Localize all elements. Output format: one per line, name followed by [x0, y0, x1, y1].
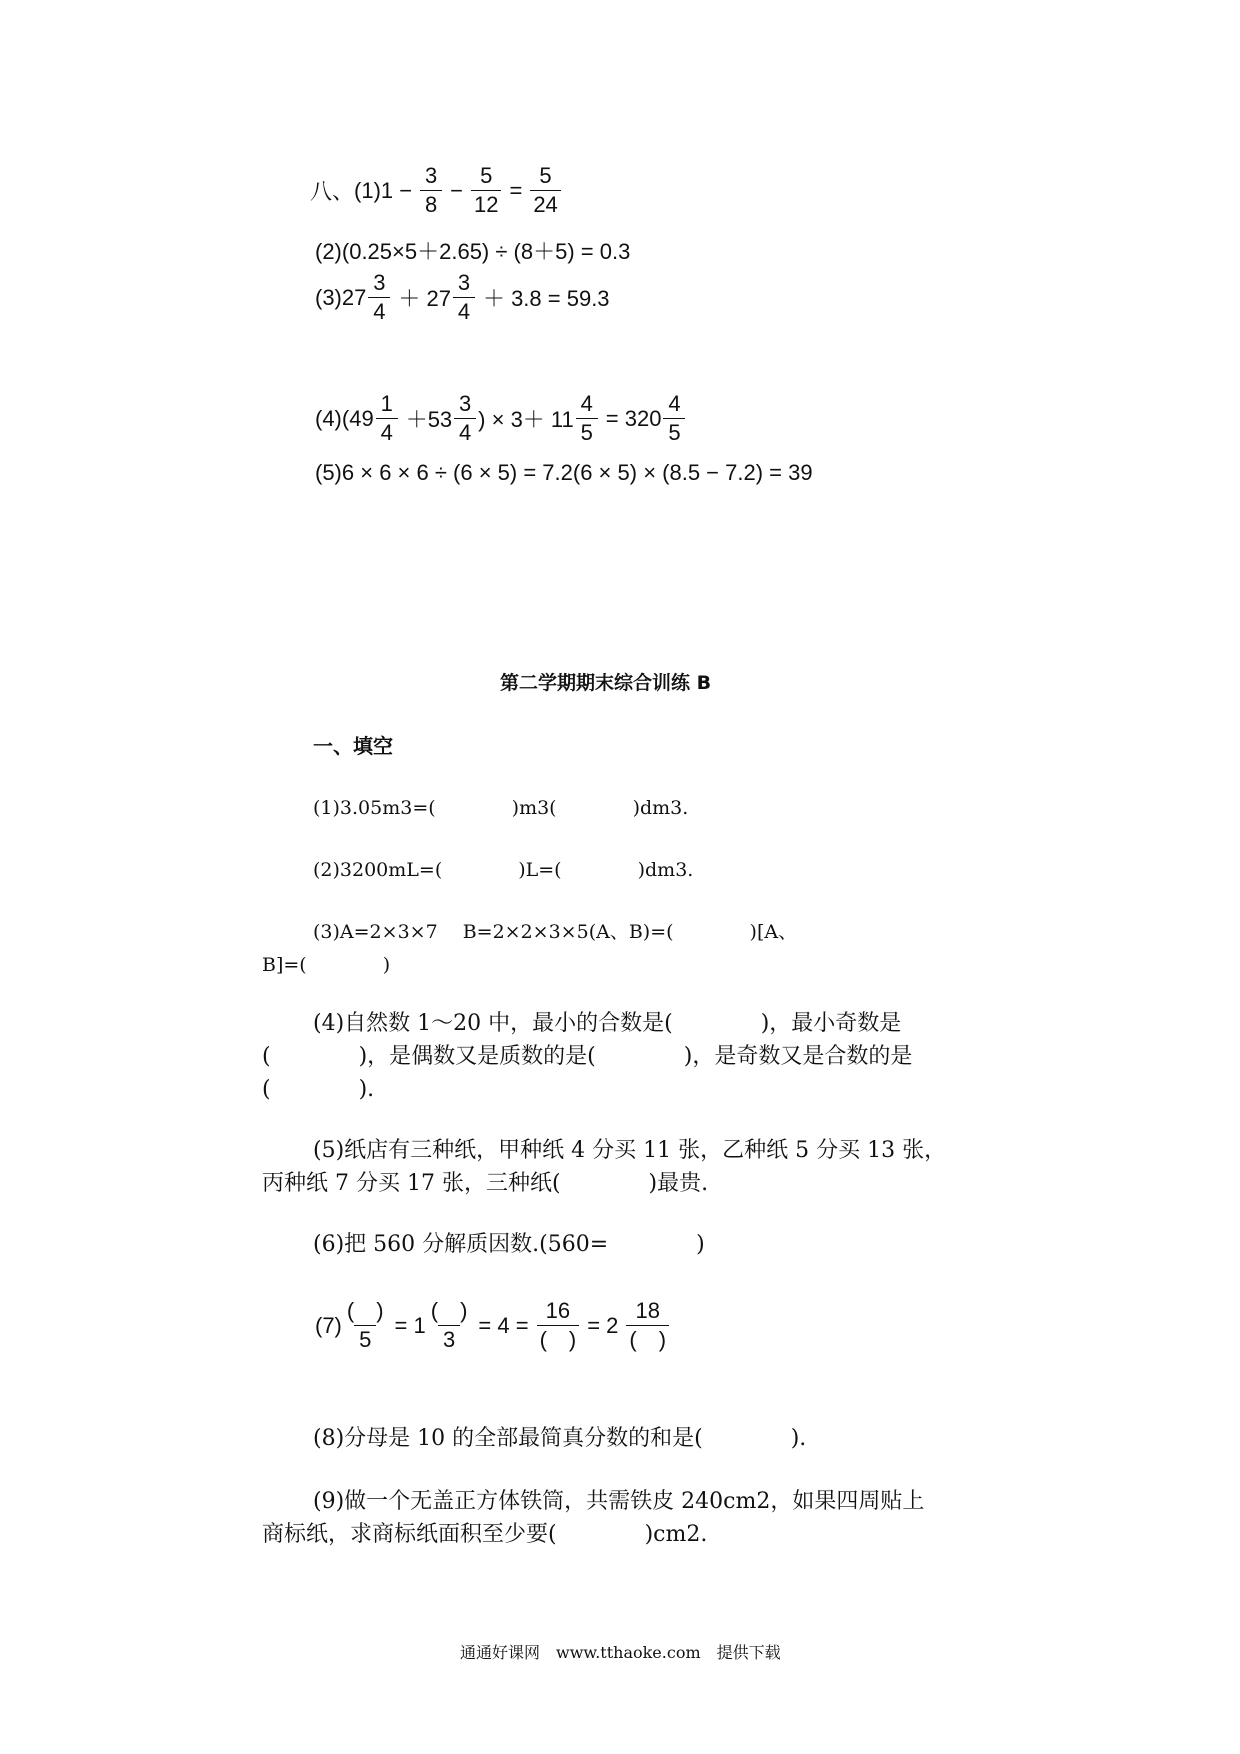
expr-text: = 1: [394, 1312, 426, 1338]
fill-item-4-line1: (4)自然数 1～20 中，最小的合数是( )，最小奇数是: [313, 1011, 902, 1036]
fill-item-4-line2: ( )，是偶数又是质数的是( )，是奇数又是合数的是: [262, 1044, 913, 1069]
fill-item-9-line1: (9)做一个无盖正方体铁筒，共需铁皮 240cm2，如果四周贴上: [313, 1489, 925, 1514]
fraction: $\frac{5}{24}$: [530, 165, 560, 216]
fraction: $\frac{3}{4}$: [453, 272, 475, 323]
fraction: $\frac{3}{8}$: [420, 165, 442, 216]
expr-text: ) × 3＋ 11: [478, 407, 574, 432]
expr-text: = 4 =: [478, 1312, 529, 1338]
fill-item-9-line2: 商标纸，求商标纸面积至少要( )cm2.: [262, 1522, 708, 1547]
fraction: $\frac{( )}{3}$: [430, 1298, 468, 1352]
expr-text: =: [509, 177, 523, 203]
footer-credit: 通通好课网 www.tthaoke.com 提供下载: [460, 1643, 781, 1662]
problem-8-5: (5)6 × 6 × 6 ÷ (6 × 5) = 7.2(6 × 5) × (8.5 − 7.2) = 39: [315, 460, 813, 485]
expr-text: (1)1 −: [354, 177, 413, 203]
fraction: $\frac{1}{4}$: [376, 393, 398, 444]
problem-8-2: (2)(0.25×5＋2.65) ÷ (8＋5) = 0.3: [315, 239, 631, 264]
fill-item-5-line1: (5)纸店有三种纸，甲种纸 4 分买 11 张，乙种纸 5 分买 13 张，: [313, 1138, 947, 1163]
section-heading: 一、填空: [313, 734, 393, 758]
expr-text: = 2: [587, 1312, 619, 1338]
fraction: $\frac{4}{5}$: [663, 393, 685, 444]
expr-text: ＋53: [405, 407, 453, 432]
expr-text: = 320: [605, 405, 662, 431]
problem-8-3: [315, 272, 610, 323]
fill-item-3-line1: (3)A=2×3×7 B=2×2×3×5(A、B)=( )[A、: [313, 921, 798, 943]
fraction: $\frac{5}{12}$: [471, 165, 501, 216]
fill-item-7: [315, 1300, 671, 1351]
fraction: $\frac{3}{4}$: [368, 272, 390, 323]
fill-item-8: (8)分母是 10 的全部最简真分数的和是( ).: [313, 1426, 807, 1451]
expr-text: (7): [315, 1312, 342, 1338]
fraction: $\frac{( )}{5}$: [346, 1298, 384, 1352]
section-label: 八、: [310, 180, 355, 205]
fill-item-4-line3: ( ).: [262, 1077, 375, 1102]
fraction: $\frac{3}{4}$: [454, 393, 476, 444]
expr-text: −: [450, 177, 463, 203]
expr-text: (4)(49: [315, 405, 374, 431]
fraction: $\frac{18}{( )}$: [626, 1300, 669, 1351]
fill-item-6: (6)把 560 分解质因数.(560= ): [313, 1232, 705, 1257]
fill-item-5-line2: 丙种纸 7 分买 17 张，三种纸( )最贵.: [262, 1171, 709, 1196]
expr-text: ＋ 3.8 = 59.3: [482, 286, 610, 311]
fill-item-3-line2: B]=( ): [262, 954, 391, 976]
fill-item-1: (1)3.05m3=( )m3( )dm3.: [313, 797, 689, 819]
fraction: $\frac{4}{5}$: [576, 393, 598, 444]
expr-text: (3)27: [315, 284, 367, 310]
problem-8-1: [310, 165, 563, 216]
expr-text: ＋ 27: [398, 286, 451, 311]
problem-8-4: [315, 393, 687, 444]
page-title: 第二学期期末综合训练 B: [500, 672, 712, 694]
fraction: $\frac{16}{( )}$: [537, 1300, 580, 1351]
fill-item-2: (2)3200mL=( )L=( )dm3.: [313, 859, 694, 881]
